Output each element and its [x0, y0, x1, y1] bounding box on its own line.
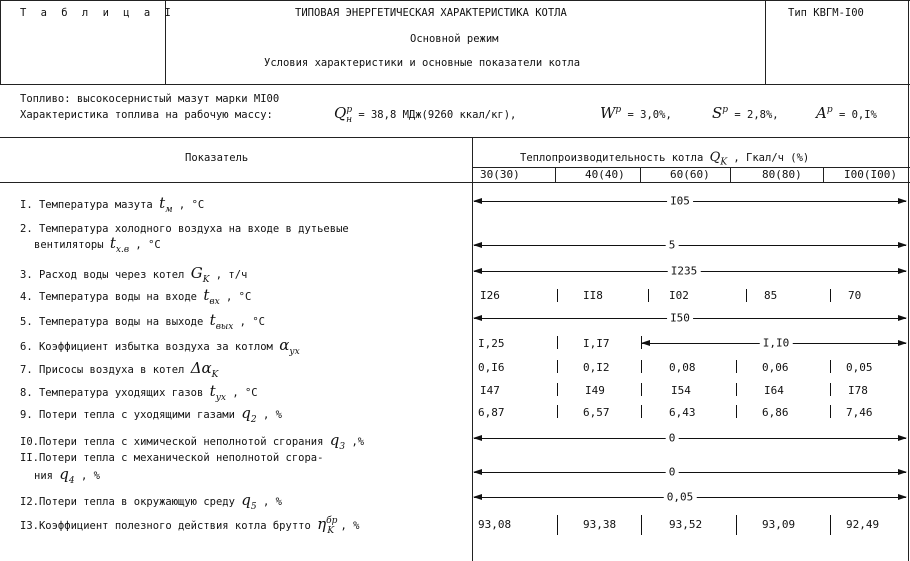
row-4-label: 4. Температура воды на входе $t_{вх}$ , °C [20, 286, 252, 307]
coldiv-4 [823, 167, 824, 182]
row-7-tick-3 [736, 360, 737, 373]
row-8-label: 8. Температура уходящих газов $t_{ух}$ , °C [20, 382, 258, 403]
row-9-tick-2 [641, 405, 642, 418]
row-7-value-5: 0,05 [846, 361, 873, 374]
row-9-tick-4 [830, 405, 831, 418]
row-6-tick-2 [641, 336, 642, 349]
fuel-a-param [816, 104, 877, 122]
row-9-value-5: 7,46 [846, 406, 873, 419]
load-col-3: 60(60) [670, 168, 710, 181]
row-12-label: I2.Потери тепла в окружающую среду $q_5$ , % [20, 491, 282, 512]
row-7-value-2: 0,I2 [583, 361, 610, 374]
fuel-line-1: Топливо: высокосернистый мазут марки MI00 [20, 93, 280, 105]
row-4-tick-1 [557, 289, 558, 302]
row-7-value-3: 0,08 [669, 361, 696, 374]
row-7-value-4: 0,06 [762, 361, 789, 374]
table-label: Т а б л и ц а I [20, 7, 175, 19]
row-11-label-a: II.Потери тепла с механической неполнотой сгора- [20, 452, 324, 464]
row-13-value-1: 93,08 [478, 518, 512, 531]
row-13-tick-1 [557, 515, 558, 535]
row-7-value-1: 0,I6 [478, 361, 505, 374]
row-13-value-2: 93,38 [583, 518, 617, 531]
fuel-s-param [712, 104, 779, 122]
row-5-label: 5. Температура воды на выходе $t_{вых}$ , °C [20, 311, 265, 332]
row-2-label-b: вентиляторы $t_{x.в}$ , °C [34, 234, 161, 255]
row-4-value-3: I02 [669, 289, 689, 302]
mode-label: Основной режим [410, 33, 499, 45]
row-10-value: 0 [666, 432, 679, 445]
header-bottom [0, 84, 910, 85]
row-4-value-2: II8 [583, 289, 603, 302]
row-2-span-arrow [474, 245, 906, 246]
row-11-value: 0 [666, 466, 679, 479]
row-13-tick-3 [736, 515, 737, 535]
row-4-value-5: 70 [848, 289, 862, 302]
frame-top [0, 0, 910, 1]
row-6-tick-1 [557, 336, 558, 349]
row-9-value-1: 6,87 [478, 406, 505, 419]
coldiv-2 [640, 167, 641, 182]
row-10-label: I0.Потери тепла с химической неполнотой сгорания $q_3$ ,% [20, 431, 365, 452]
capacity-header-unit: , Гкал/ч (%) [733, 152, 810, 164]
fuel-bottom [0, 137, 910, 138]
row-6-label: 6. Коэффициент избытка воздуха за котлом $\alpha_{ух}$ [20, 336, 300, 357]
row-4-tick-4 [830, 289, 831, 302]
row-8-value-2: I49 [585, 384, 605, 397]
row-12-value: 0,05 [664, 491, 697, 504]
w-symbol: $W^p$ [600, 104, 622, 122]
frame-right [908, 0, 909, 561]
row-9-label: 9. Потери тепла с уходящими газами $q_2$ , % [20, 404, 282, 425]
row-9-value-2: 6,57 [583, 406, 610, 419]
row-8-tick-3 [736, 383, 737, 396]
row-8-value-4: I64 [764, 384, 784, 397]
row-13-value-5: 92,49 [846, 518, 880, 531]
row-13-tick-4 [830, 515, 831, 535]
fuel-w-param [600, 104, 672, 122]
q-value: = 38,8 МДж(9260 ккал/кг), [358, 109, 517, 121]
load-col-2: 40(40) [585, 168, 625, 181]
row-7-label: 7. Присосы воздуха в котел $\Delta\alpha_K$ [20, 359, 219, 380]
doc-subtitle: Условия характеристики и основные показатели котла [264, 57, 581, 69]
row-8-tick-1 [557, 383, 558, 396]
row-6-value-3: I,I0 [760, 337, 793, 350]
row-13-value-4: 93,09 [762, 518, 796, 531]
row-1-value: I05 [667, 195, 693, 208]
row-8-tick-4 [830, 383, 831, 396]
row-4-tick-3 [746, 289, 747, 302]
row-3-value: I235 [668, 265, 701, 278]
row-11-span-arrow [474, 472, 906, 473]
header-divider-right [765, 0, 766, 84]
coldiv-3 [730, 167, 731, 182]
row-2-label-a: 2. Температура холодного воздуха на входе в дутьевые [20, 223, 349, 235]
load-col-5: I00(I00) [844, 168, 897, 181]
load-col-4: 80(80) [762, 168, 802, 181]
row-10-span-arrow [474, 438, 906, 439]
row-8-value-1: I47 [480, 384, 500, 397]
fuel-q-param [334, 104, 516, 125]
a-value: = 0,I% [838, 109, 877, 121]
row-8-value-3: I54 [671, 384, 691, 397]
row-4-value-4: 85 [764, 289, 778, 302]
row-3-label: 3. Расход воды через котел $G_K$ , т/ч [20, 264, 248, 285]
s-symbol: $S^p$ [712, 104, 729, 122]
row-6-value-1: I,25 [478, 337, 505, 350]
row-1-label: I. Температура мазута $t_м$ , °C [20, 194, 205, 215]
row-7-tick-2 [641, 360, 642, 373]
boiler-type: Тип КВГМ-I00 [788, 7, 864, 19]
row-13-value-3: 93,52 [669, 518, 703, 531]
row-9-tick-1 [557, 405, 558, 418]
row-6-value-2: I,I7 [583, 337, 610, 350]
colhead-bottom2 [0, 182, 910, 183]
capacity-header [520, 150, 809, 168]
row-2-value: 5 [666, 239, 679, 252]
row-8-value-5: I78 [848, 384, 868, 397]
row-5-value: I50 [667, 312, 693, 325]
coldiv-1 [555, 167, 556, 182]
a-symbol: $A^p$ [816, 104, 833, 122]
doc-title: ТИПОВАЯ ЭНЕРГЕТИЧЕСКАЯ ХАРАКТЕРИСТИКА КОТЛА [295, 7, 567, 19]
frame-left [0, 0, 1, 84]
indicator-header: Показатель [185, 152, 249, 164]
row-7-tick-4 [830, 360, 831, 373]
row-9-tick-3 [736, 405, 737, 418]
load-col-1: 30(30) [480, 168, 520, 181]
q-symbol: $Q^p_н$ [334, 104, 353, 125]
row-4-value-1: I26 [480, 289, 500, 302]
row-11-label-b: ния $q_4$ , % [34, 465, 100, 486]
row-9-value-3: 6,43 [669, 406, 696, 419]
fuel-line-2: Характеристика топлива на рабочую массу: [20, 109, 273, 121]
row-8-tick-2 [641, 383, 642, 396]
w-value: = 3,0%, [627, 109, 672, 121]
s-value: = 2,8%, [734, 109, 779, 121]
row-7-tick-1 [557, 360, 558, 373]
row-4-tick-2 [648, 289, 649, 302]
capacity-header-text: Теплопроизводительность котла [520, 152, 704, 164]
qk-symbol: $Q_K$ [709, 150, 728, 168]
row-13-label: I3.Коэффициент полезного действия котла брутто $\eta^{бр}_K$ , % [20, 515, 360, 536]
row-9-value-4: 6,86 [762, 406, 789, 419]
row-13-tick-2 [641, 515, 642, 535]
